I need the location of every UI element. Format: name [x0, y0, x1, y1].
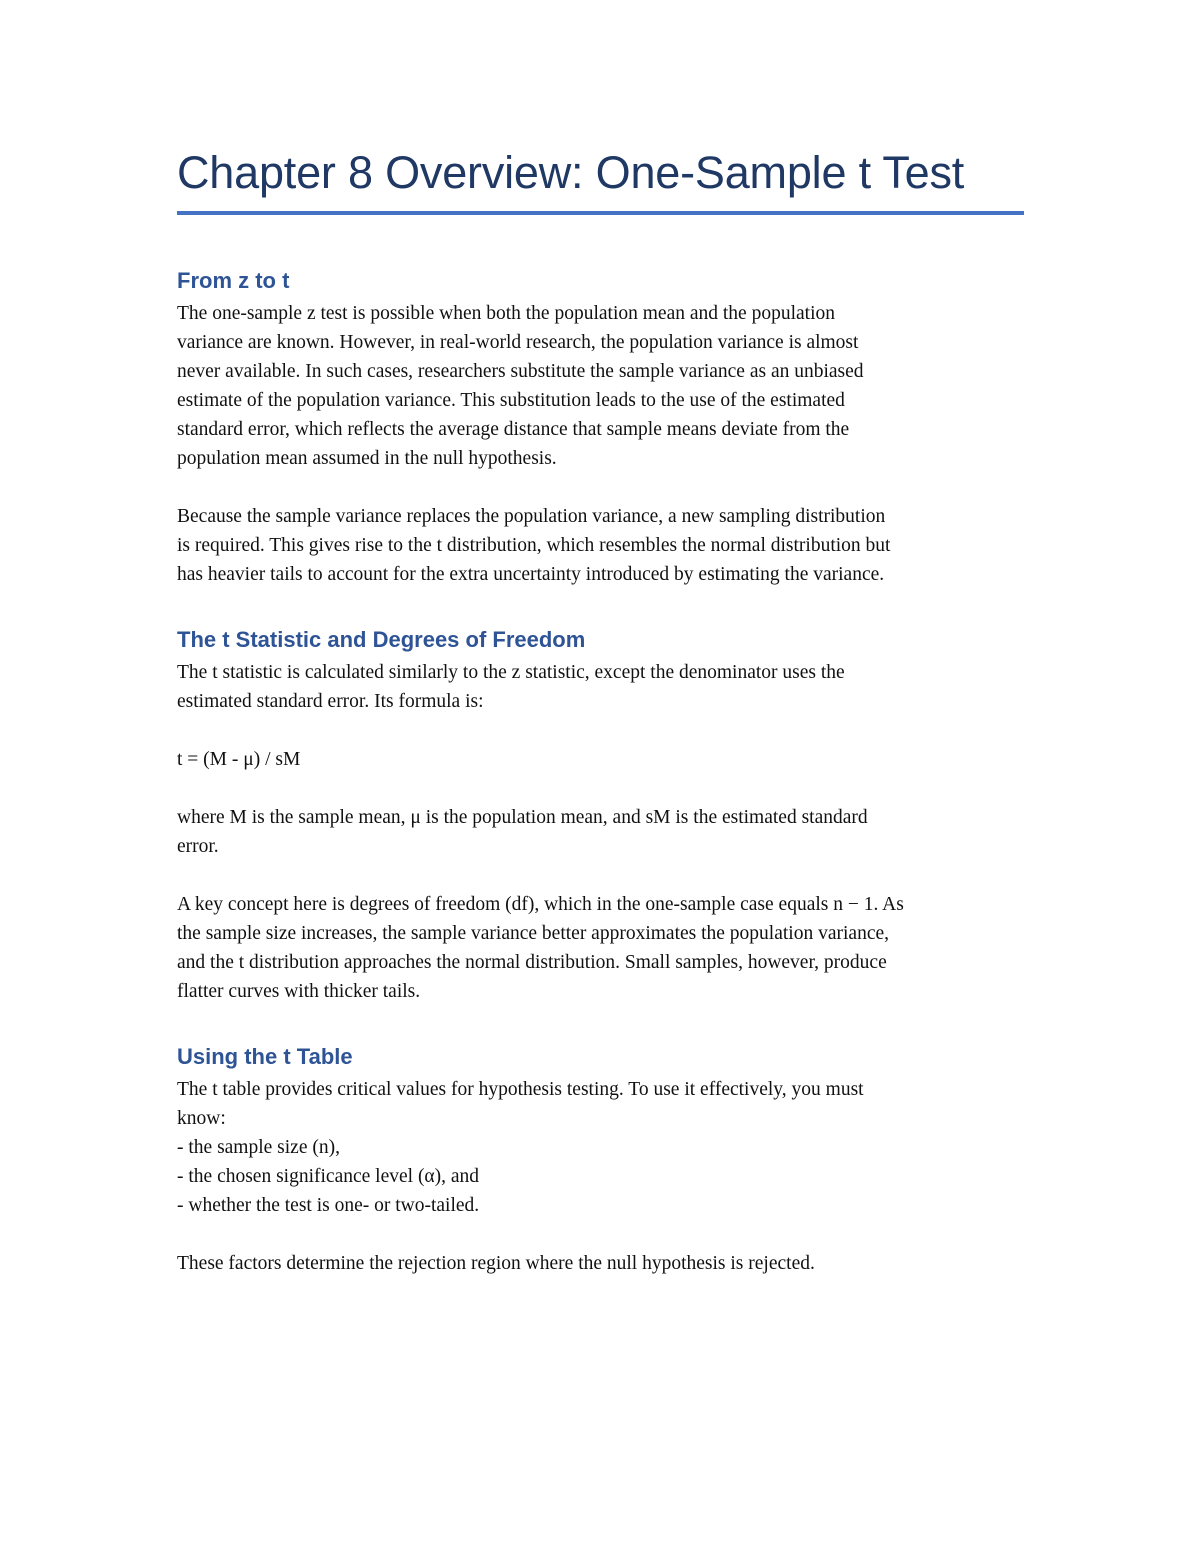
list-item: - the chosen significance level (α), and	[177, 1166, 480, 1187]
paragraph	[177, 658, 1025, 716]
paragraph	[177, 502, 1025, 589]
text-line: The t statistic is calculated similarly to the z statistic, except the denominator uses the	[177, 662, 845, 683]
section-heading: Using the t Table	[177, 1044, 353, 1069]
text-line: and the t distribution approaches the normal distribution. Small samples, however, produce	[177, 952, 887, 973]
text-line: The t table provides critical values for hypothesis testing. To use it effectively, you must	[177, 1079, 864, 1100]
section-using-t-table	[177, 1042, 1025, 1278]
text-line: is required. This gives rise to the t distribution, which resembles the normal distribution but	[177, 535, 891, 556]
text-line: These factors determine the rejection region where the null hypothesis is rejected.	[177, 1253, 815, 1274]
text-line: where M is the sample mean, μ is the population mean, and sM is the estimated standard	[177, 807, 868, 828]
section-from-z-to-t	[177, 266, 1025, 589]
paragraph	[177, 890, 1025, 1006]
text-line: know:	[177, 1108, 226, 1129]
section-t-statistic-degrees-of-freedom	[177, 625, 1025, 1006]
paragraph	[177, 1249, 1025, 1278]
text-line: estimated standard error. Its formula is:	[177, 691, 484, 712]
text-line: flatter curves with thicker tails.	[177, 981, 421, 1002]
document-title: Chapter 8 Overview: One-Sample t Test	[177, 147, 965, 198]
text-line: standard error, which reflects the average distance that sample means deviate from the	[177, 419, 850, 440]
list-item: - the sample size (n),	[177, 1137, 340, 1158]
text-line: variance are known. However, in real-world research, the population variance is almost	[177, 332, 859, 353]
text-line: A key concept here is degrees of freedom (df), which in the one-sample case equals n − 1. As	[177, 894, 904, 915]
text-line: has heavier tails to account for the extra uncertainty introduced by estimating the variance.	[177, 564, 885, 585]
text-line: Because the sample variance replaces the population variance, a new sampling distribution	[177, 506, 886, 527]
text-line: the sample size increases, the sample variance better approximates the population variance,	[177, 923, 889, 944]
list-item: - whether the test is one- or two-tailed.	[177, 1195, 480, 1216]
formula-text: t = (M - μ) / sM	[177, 749, 301, 770]
paragraph	[177, 803, 1025, 861]
text-line: The one-sample z test is possible when both the population mean and the population	[177, 303, 835, 324]
formula	[177, 745, 1025, 774]
paragraph	[177, 299, 1025, 473]
text-line: error.	[177, 836, 219, 857]
text-line: population mean assumed in the null hypothesis.	[177, 448, 557, 469]
document-content	[177, 140, 1025, 1278]
section-heading: From z to t	[177, 268, 290, 293]
text-line: estimate of the population variance. This substitution leads to the use of the estimated	[177, 390, 845, 411]
section-heading: The t Statistic and Degrees of Freedom	[177, 627, 586, 652]
paragraph	[177, 1075, 1025, 1220]
text-line: never available. In such cases, researchers substitute the sample variance as an unbiased	[177, 361, 864, 382]
